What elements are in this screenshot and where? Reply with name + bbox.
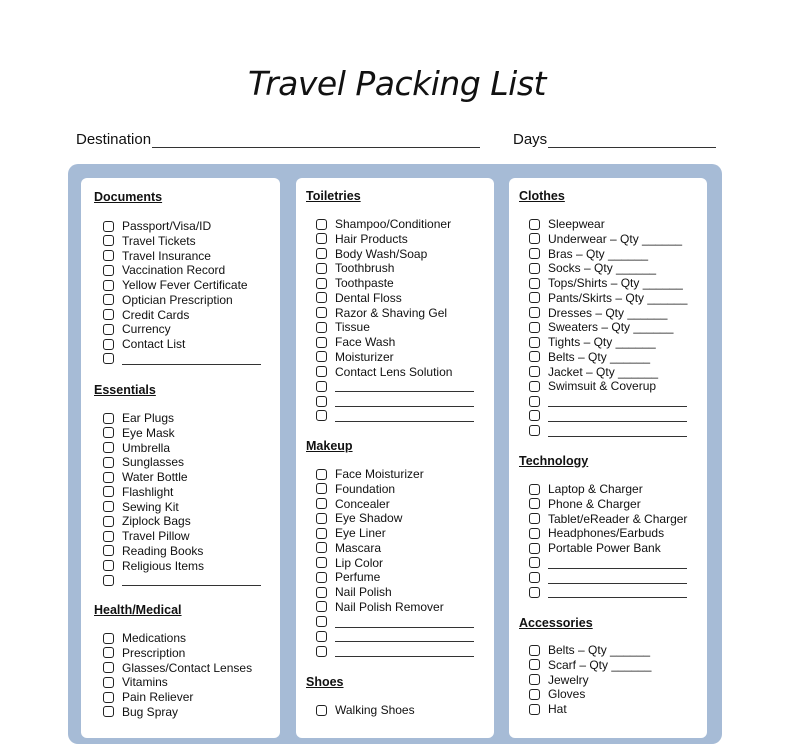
checkbox[interactable] — [529, 233, 540, 244]
checkbox[interactable] — [316, 616, 327, 627]
item-label: Shampoo/Conditioner — [335, 217, 452, 231]
checklist-item[interactable] — [529, 687, 585, 701]
item-label: Vaccination Record — [122, 263, 226, 278]
item-label: Medications — [122, 631, 187, 645]
checklist-item[interactable] — [103, 352, 261, 366]
item-label: Reading Books — [122, 543, 204, 558]
checklist-item[interactable] — [316, 306, 447, 320]
blank-line[interactable] — [548, 425, 687, 437]
checklist-item[interactable] — [529, 306, 667, 320]
checkbox[interactable] — [103, 309, 114, 320]
item-label: Yellow Fever Certificate — [122, 278, 248, 292]
checklist-item[interactable] — [103, 514, 191, 528]
checkbox[interactable] — [529, 704, 540, 715]
item-label: Contact Lens Solution — [335, 364, 453, 379]
checklist-item[interactable] — [103, 455, 184, 469]
item-label: Concealer — [335, 496, 390, 511]
item-label: Glasses/Contact Lenses — [122, 660, 253, 675]
checkbox[interactable] — [316, 322, 327, 333]
checkbox[interactable] — [316, 557, 327, 568]
checklist-item[interactable] — [103, 631, 186, 645]
item-label: Sunglasses — [122, 455, 185, 470]
checklist-item[interactable] — [316, 261, 394, 275]
item-label: Walking Shoes — [335, 703, 415, 717]
checklist-item[interactable] — [529, 217, 605, 231]
item-label: Razor & Shaving Gel — [335, 305, 448, 320]
checklist-item[interactable] — [316, 409, 474, 423]
checklist-item[interactable] — [529, 365, 658, 379]
item-label: Contact List — [122, 337, 186, 351]
section-title: Health/Medical — [94, 603, 182, 617]
item-label: Belts – Qty ______ — [548, 643, 651, 657]
checkbox[interactable] — [316, 498, 327, 509]
checkbox[interactable] — [529, 689, 540, 700]
item-label: Religious Items — [122, 558, 205, 573]
checklist-item[interactable] — [316, 570, 380, 584]
checkbox[interactable] — [316, 381, 327, 392]
checklist-item[interactable] — [529, 335, 656, 349]
checkbox[interactable] — [316, 469, 327, 480]
item-label: Passport/Visa/ID — [122, 219, 212, 233]
checklist-item[interactable] — [529, 541, 661, 555]
checklist-item[interactable] — [316, 247, 427, 261]
checkbox[interactable] — [529, 425, 540, 436]
blank-line[interactable] — [122, 574, 261, 586]
checkbox[interactable] — [103, 442, 114, 453]
checkbox[interactable] — [529, 396, 540, 407]
checklist-item[interactable] — [529, 658, 651, 672]
blank-line[interactable] — [335, 616, 474, 628]
item-label: Phone & Charger — [548, 496, 641, 511]
checkbox[interactable] — [103, 472, 114, 483]
item-label: Toothbrush — [335, 261, 395, 276]
checkbox[interactable] — [103, 633, 114, 644]
checklist-item[interactable] — [103, 646, 185, 660]
checklist-item[interactable] — [316, 217, 451, 231]
checklist-item[interactable] — [316, 394, 474, 408]
checkbox[interactable] — [316, 705, 327, 716]
item-label: Dental Floss — [335, 290, 402, 305]
checkbox[interactable] — [529, 292, 540, 303]
checklist-item[interactable] — [316, 291, 402, 305]
item-label: Eye Mask — [122, 425, 175, 440]
checkbox[interactable] — [103, 221, 114, 232]
checklist-item[interactable] — [529, 556, 687, 570]
checkbox[interactable] — [316, 366, 327, 377]
checklist-item[interactable] — [529, 247, 648, 261]
blank-line[interactable] — [548, 572, 687, 584]
checklist-item[interactable] — [316, 276, 394, 290]
item-label: Mascara — [335, 540, 382, 555]
checkbox[interactable] — [103, 531, 114, 542]
checklist-item[interactable] — [529, 424, 687, 438]
days-field[interactable] — [513, 131, 716, 148]
checkbox[interactable] — [316, 410, 327, 421]
item-label: Ziplock Bags — [122, 514, 191, 529]
checklist-item[interactable] — [529, 320, 673, 334]
checkbox[interactable] — [316, 483, 327, 494]
checkbox[interactable] — [103, 235, 114, 246]
checklist-item[interactable] — [103, 234, 196, 248]
checklist-item[interactable] — [103, 485, 173, 499]
item-label: Flashlight — [122, 484, 174, 499]
checkbox[interactable] — [103, 575, 114, 586]
checklist-item[interactable] — [103, 470, 188, 484]
item-label: Underwear – Qty ______ — [548, 231, 683, 246]
item-label: Vitamins — [122, 675, 168, 690]
checkbox[interactable] — [316, 233, 327, 244]
section-title: Technology — [519, 454, 589, 468]
checklist-item[interactable] — [103, 411, 174, 425]
item-label: Tablet/eReader & Charger — [548, 511, 688, 526]
checklist-item[interactable] — [103, 308, 189, 322]
checklist-item[interactable] — [103, 426, 175, 440]
blank-line[interactable] — [548, 557, 687, 569]
blank-line[interactable] — [548, 395, 687, 407]
checklist-item[interactable] — [103, 675, 168, 689]
item-label: Belts – Qty ______ — [548, 349, 651, 364]
checklist-item[interactable] — [316, 615, 474, 629]
checkbox[interactable] — [103, 265, 114, 276]
checkbox[interactable] — [103, 545, 114, 556]
item-label: Nail Polish Remover — [335, 599, 444, 614]
item-label: Bug Spray — [122, 704, 179, 719]
checkbox[interactable] — [103, 353, 114, 364]
item-label: Ear Plugs — [122, 411, 175, 425]
checkbox[interactable] — [316, 337, 327, 348]
item-label: Gloves — [548, 687, 586, 702]
checklist-item[interactable] — [529, 350, 650, 364]
checklist-item[interactable] — [103, 690, 193, 704]
checklist-item[interactable] — [316, 644, 474, 658]
checklist-item[interactable] — [529, 702, 567, 716]
checklist-item[interactable] — [103, 293, 233, 307]
blank-line[interactable] — [335, 630, 474, 642]
checklist-item[interactable] — [316, 320, 370, 334]
checklist-item[interactable] — [316, 335, 395, 349]
item-label: Bras – Qty ______ — [548, 246, 649, 261]
item-label: Credit Cards — [122, 307, 190, 322]
item-label: Moisturizer — [335, 349, 394, 364]
item-label: Nail Polish — [335, 585, 392, 599]
checklist-item[interactable] — [103, 219, 211, 233]
checklist-item[interactable] — [529, 482, 643, 496]
blank-line[interactable] — [122, 353, 261, 365]
item-label: Sewing Kit — [122, 499, 179, 514]
checkbox[interactable] — [529, 528, 540, 539]
checklist-item[interactable] — [529, 571, 687, 585]
checklist-item[interactable] — [316, 379, 474, 393]
checklist-item[interactable] — [529, 526, 664, 540]
item-label: Travel Insurance — [122, 248, 211, 263]
checkbox[interactable] — [103, 250, 114, 261]
item-label: Umbrella — [122, 440, 171, 455]
checklist-item[interactable] — [316, 629, 474, 643]
checkbox[interactable] — [316, 219, 327, 230]
checklist-item[interactable] — [316, 541, 381, 555]
checkbox[interactable] — [316, 307, 327, 318]
item-label: Face Moisturizer — [335, 467, 424, 481]
item-label: Foundation — [335, 481, 396, 496]
checklist-item[interactable] — [529, 643, 650, 657]
checkbox[interactable] — [529, 337, 540, 348]
item-label: Tissue — [335, 320, 370, 335]
item-label: Hair Products — [335, 231, 408, 246]
checklist-item[interactable] — [103, 278, 248, 292]
blank-line[interactable] — [335, 380, 474, 392]
days-label: Days — [513, 131, 548, 148]
checklist-item[interactable] — [316, 585, 392, 599]
checklist-item[interactable] — [103, 559, 204, 573]
checkbox[interactable] — [529, 248, 540, 259]
item-label: Scarf – Qty ______ — [548, 657, 652, 672]
checklist-item[interactable] — [529, 276, 683, 290]
checklist-item[interactable] — [103, 661, 252, 675]
destination-label: Destination — [76, 131, 152, 148]
checkbox[interactable] — [103, 457, 114, 468]
section-title: Documents — [94, 190, 163, 204]
checkbox[interactable] — [529, 307, 540, 318]
item-label: Jacket – Qty ______ — [548, 364, 659, 379]
checkbox[interactable] — [529, 484, 540, 495]
section-title: Makeup — [306, 439, 353, 453]
blank-line[interactable] — [335, 410, 474, 422]
checkbox[interactable] — [529, 322, 540, 333]
checklist-item[interactable] — [103, 337, 185, 351]
checklist-item[interactable] — [529, 261, 656, 275]
item-label: Tops/Shirts – Qty ______ — [548, 276, 683, 290]
destination-line[interactable] — [152, 133, 480, 148]
checklist-item[interactable] — [103, 573, 261, 587]
checkbox[interactable] — [103, 662, 114, 673]
checkbox[interactable] — [316, 248, 327, 259]
checkbox[interactable] — [529, 557, 540, 568]
checklist-item[interactable] — [529, 232, 682, 246]
checklist-item[interactable] — [316, 497, 390, 511]
item-label: Sweaters – Qty ______ — [548, 320, 674, 335]
blank-line[interactable] — [548, 410, 687, 422]
item-label: Sleepwear — [548, 217, 605, 231]
item-label: Water Bottle — [122, 470, 188, 484]
checkbox[interactable] — [529, 587, 540, 598]
item-label: Perfume — [335, 570, 381, 585]
section-title: Accessories — [519, 616, 593, 630]
checkbox[interactable] — [103, 339, 114, 350]
item-label: Headphones/Earbuds — [548, 526, 665, 541]
checkbox[interactable] — [316, 587, 327, 598]
item-label: Tights – Qty ______ — [548, 335, 656, 349]
checkbox[interactable] — [529, 645, 540, 656]
blank-line[interactable] — [548, 586, 687, 598]
checkbox[interactable] — [529, 543, 540, 554]
checkbox[interactable] — [529, 278, 540, 289]
checklist-item[interactable] — [316, 703, 415, 717]
page-title: Travel Packing List — [248, 64, 546, 103]
checklist-item[interactable] — [316, 482, 395, 496]
item-label: Eye Shadow — [335, 511, 403, 526]
checkbox[interactable] — [529, 351, 540, 362]
item-label: Face Wash — [335, 335, 396, 349]
checkbox[interactable] — [103, 560, 114, 571]
item-label: Travel Pillow — [122, 529, 190, 543]
checkbox[interactable] — [103, 486, 114, 497]
checkbox[interactable] — [103, 706, 114, 717]
checklist-item[interactable] — [103, 249, 211, 263]
checkbox[interactable] — [103, 294, 114, 305]
checklist-item[interactable] — [316, 232, 408, 246]
section-title: Shoes — [306, 675, 344, 689]
checkbox[interactable] — [316, 351, 327, 362]
checklist-item[interactable] — [529, 673, 589, 687]
item-label: Jewelry — [548, 672, 589, 687]
item-label: Travel Tickets — [122, 233, 196, 248]
item-label: Toothpaste — [335, 276, 394, 290]
checklist-item[interactable] — [103, 544, 203, 558]
checkbox[interactable] — [316, 631, 327, 642]
checkbox[interactable] — [103, 413, 114, 424]
item-label: Socks – Qty ______ — [548, 261, 657, 276]
checkbox[interactable] — [103, 647, 114, 658]
checklist-item[interactable] — [529, 379, 656, 393]
checkbox[interactable] — [103, 692, 114, 703]
checkbox[interactable] — [316, 278, 327, 289]
checkbox[interactable] — [103, 501, 114, 512]
section-title: Clothes — [519, 189, 565, 203]
checkbox[interactable] — [316, 292, 327, 303]
section-title: Essentials — [94, 383, 156, 397]
checklist-item[interactable] — [529, 512, 687, 526]
checklist-item[interactable] — [103, 529, 190, 543]
item-label: Body Wash/Soap — [335, 246, 428, 261]
checkbox[interactable] — [529, 366, 540, 377]
checkbox[interactable] — [316, 513, 327, 524]
checkbox[interactable] — [529, 513, 540, 524]
checklist-item[interactable] — [103, 500, 179, 514]
checkbox[interactable] — [316, 542, 327, 553]
item-label: Swimsuit & Coverup — [548, 379, 657, 394]
item-label: Eye Liner — [335, 526, 386, 540]
item-label: Prescription — [122, 645, 186, 660]
item-label: Laptop & Charger — [548, 482, 643, 496]
checklist-item[interactable] — [316, 365, 452, 379]
checklist-item[interactable] — [103, 705, 178, 719]
checklist-item[interactable] — [316, 467, 424, 481]
item-label: Lip Color — [335, 555, 384, 570]
item-label: Portable Power Bank — [548, 541, 661, 555]
checklist-item[interactable] — [316, 556, 383, 570]
checkbox[interactable] — [316, 263, 327, 274]
checklist-item[interactable] — [529, 585, 687, 599]
checkbox[interactable] — [316, 601, 327, 612]
section-title: Toiletries — [306, 189, 361, 203]
checklist-item[interactable] — [316, 526, 386, 540]
checkbox[interactable] — [529, 219, 540, 230]
checklist-item[interactable] — [316, 511, 402, 525]
checkbox[interactable] — [103, 427, 114, 438]
checkbox[interactable] — [529, 498, 540, 509]
checkbox[interactable] — [529, 410, 540, 421]
checklist-item[interactable] — [529, 409, 687, 423]
checklist-item[interactable] — [529, 291, 687, 305]
checklist-item[interactable] — [103, 322, 171, 336]
checkbox[interactable] — [529, 381, 540, 392]
checklist-item[interactable] — [529, 394, 687, 408]
item-label: Dresses – Qty ______ — [548, 305, 668, 320]
days-line[interactable] — [548, 133, 716, 148]
checkbox[interactable] — [316, 528, 327, 539]
item-label: Optician Prescription — [122, 292, 233, 307]
destination-field[interactable] — [76, 131, 480, 148]
checklist-item[interactable] — [103, 441, 170, 455]
checklist-item[interactable] — [103, 263, 225, 277]
checklist-item[interactable] — [529, 497, 641, 511]
item-label: Pain Reliever — [122, 690, 194, 704]
item-label: Currency — [122, 322, 171, 337]
item-label: Pants/Skirts – Qty ______ — [548, 290, 688, 305]
checklist-item[interactable] — [316, 600, 444, 614]
checkbox[interactable] — [103, 324, 114, 335]
checkbox[interactable] — [529, 659, 540, 670]
checkbox[interactable] — [316, 396, 327, 407]
checkbox[interactable] — [103, 516, 114, 527]
blank-line[interactable] — [335, 395, 474, 407]
item-label: Hat — [548, 702, 567, 716]
checkbox[interactable] — [316, 572, 327, 583]
checkbox[interactable] — [529, 674, 540, 685]
blank-line[interactable] — [335, 645, 474, 657]
checkbox[interactable] — [103, 677, 114, 688]
checkbox[interactable] — [316, 646, 327, 657]
checkbox[interactable] — [103, 280, 114, 291]
checkbox[interactable] — [529, 572, 540, 583]
checkbox[interactable] — [529, 263, 540, 274]
checklist-item[interactable] — [316, 350, 394, 364]
